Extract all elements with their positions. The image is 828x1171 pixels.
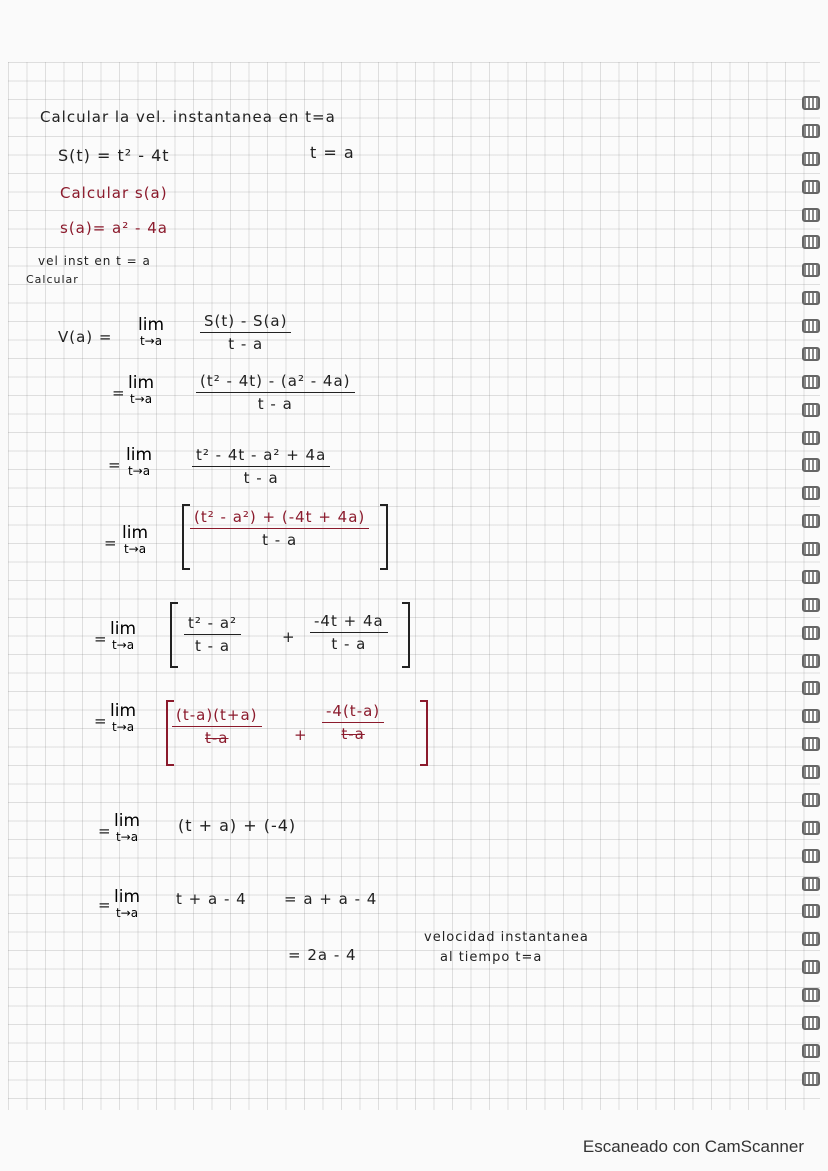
- bracket-left-5: [170, 602, 178, 668]
- step-8-result: = a + a - 4: [284, 890, 378, 908]
- fraction-5b: -4t + 4a t - a: [310, 612, 388, 653]
- s-of-a: s(a)= a² - 4a: [60, 219, 168, 237]
- bracket-right-4: [380, 504, 388, 570]
- limit-6: lim t→a: [110, 701, 137, 734]
- eq-5: =: [94, 630, 108, 648]
- v-lhs: V(a) =: [58, 328, 113, 346]
- note-line-1: velocidad instantanea: [424, 930, 589, 945]
- frac1-den: t - a: [228, 335, 264, 353]
- lim-word: lim: [138, 315, 165, 335]
- problem-title: Calcular la vel. instantanea en t=a: [40, 108, 336, 126]
- vel-label: vel inst en t = a: [38, 254, 151, 268]
- lim-sub: t→a: [139, 333, 163, 348]
- bracket-right-6: [420, 700, 428, 766]
- limit-7: lim t→a: [114, 811, 141, 844]
- frac1-num: S(t) - S(a): [204, 312, 288, 330]
- limit-3: lim t→a: [126, 445, 153, 478]
- limit-1: [138, 316, 164, 348]
- eq-6: =: [94, 712, 108, 730]
- fraction-5a: t² - a² t - a: [184, 614, 241, 655]
- note-line-2: al tiempo t=a: [440, 950, 543, 965]
- fraction-1: [200, 312, 291, 353]
- fraction-3: t² - 4t - a² + 4a t - a: [192, 446, 330, 487]
- final-result: = 2a - 4: [288, 946, 357, 964]
- bracket-right-5: [402, 602, 410, 668]
- eq-4: =: [104, 534, 118, 552]
- limit-8: lim t→a: [114, 887, 141, 920]
- plus-5: +: [282, 628, 296, 646]
- evaluation-point: t = a: [310, 143, 355, 162]
- plus-6: +: [294, 726, 308, 744]
- bracket-left-4: [182, 504, 190, 570]
- eq-8: =: [98, 896, 112, 914]
- calc-label: Calcular: [26, 273, 79, 286]
- fraction-6a: (t-a)(t+a) t-a: [172, 706, 262, 747]
- limit-4: lim t→a: [122, 523, 149, 556]
- step-7-expression: (t + a) + (-4): [178, 816, 297, 835]
- fraction-4: (t² - a²) + (-4t + 4a) t - a: [190, 508, 369, 549]
- limit-5: lim t→a: [110, 619, 137, 652]
- step-8-expression: t + a - 4: [176, 890, 247, 908]
- scanner-watermark: Escaneado con CamScanner: [582, 1137, 804, 1156]
- fraction-2: (t² - 4t) - (a² - 4a) t - a: [196, 372, 355, 413]
- function-definition: S(t) = t² - 4t: [58, 146, 170, 165]
- eq-2: =: [112, 384, 126, 402]
- eq-3: =: [108, 456, 122, 474]
- limit-2: lim t→a: [128, 373, 155, 406]
- fraction-6b: -4(t-a) t-a: [322, 702, 384, 743]
- spiral-binding: [802, 96, 824, 1086]
- eq-7: =: [98, 822, 112, 840]
- step-label: Calcular s(a): [60, 184, 168, 202]
